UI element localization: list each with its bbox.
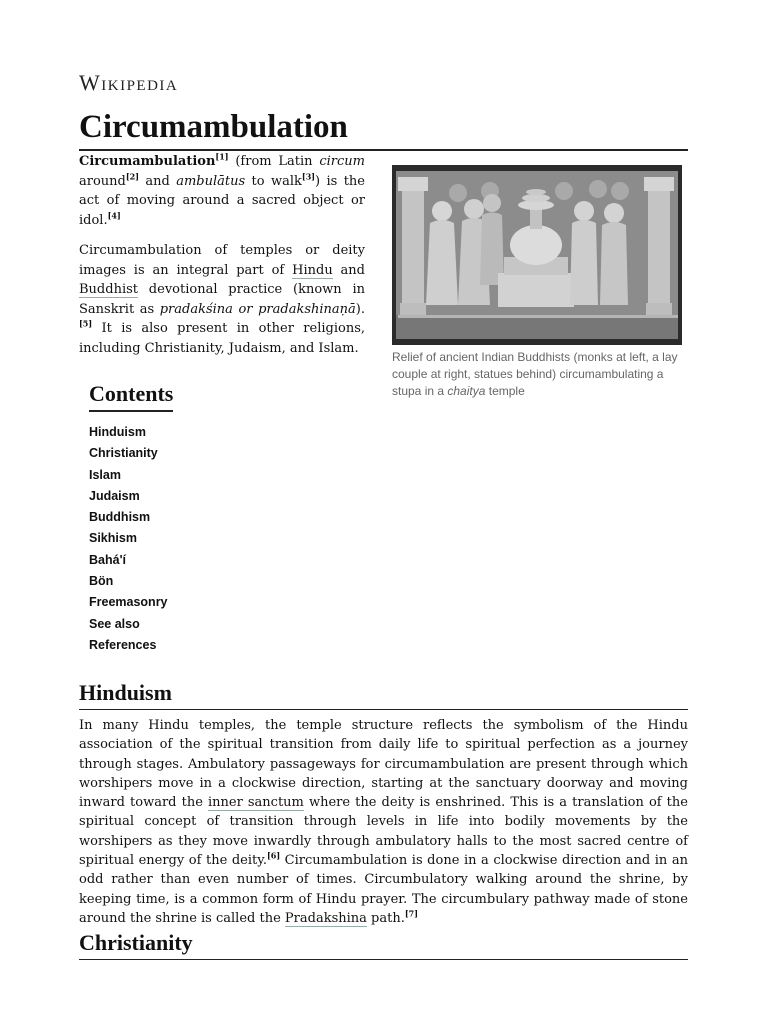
lead-text: It is also present in other religions, including Christianity, Judaism, and Islam.	[79, 321, 365, 356]
lead-term: Circumambulation	[79, 154, 216, 169]
latin-term: circum	[319, 154, 365, 169]
wikipedia-wordmark[interactable]: Wikipedia	[79, 70, 179, 95]
lead-paragraph-1	[79, 152, 365, 230]
lead-text: (from Latin	[228, 154, 320, 169]
figure-caption	[392, 349, 682, 400]
lead-text: devotional practice (known in Sanskrit as	[79, 282, 365, 317]
lead-text: Circumambulation of temples or deity images is an integral part of	[79, 243, 365, 278]
toc-item-bahai[interactable]: Bahá'í	[89, 552, 127, 567]
toc-item-freemasonry[interactable]: Freemasonry	[89, 595, 168, 610]
hinduism-paragraph	[79, 716, 688, 928]
toc-item-islam[interactable]: Islam	[89, 467, 121, 482]
pradakshina-link[interactable]: Pradakshina	[284, 910, 367, 926]
lead-paragraph-2	[79, 241, 365, 358]
lead-section	[79, 152, 365, 369]
section-heading-christianity: Christianity	[79, 929, 688, 960]
body-text: Circumambulation is done in a clockwise direction and in an odd rather than even number of times. Circumbulatory walking around the shrine, by keeping time, is a common form of Hindu prayer. The circumbulary pathway made of stone around the shrine is called the	[79, 853, 688, 926]
lead-text: to walk	[245, 173, 302, 189]
citation-ref[interactable]: [1]	[215, 151, 229, 162]
lead-text: ) is the act of moving around a sacred object or idol.	[79, 173, 365, 228]
citation-ref[interactable]: [7]	[404, 908, 418, 919]
toc-item-references[interactable]: References	[89, 637, 157, 652]
sanskrit-term: pradakśina or pradakshinaṇā	[159, 301, 356, 317]
hindu-link[interactable]: Hindu	[292, 262, 333, 278]
caption-text: Relief of ancient Indian Buddhists (monks at left, a lay couple at right, statues behind) circumambulating a stupa in a	[392, 350, 678, 398]
buddhist-link[interactable]: Buddhist	[79, 282, 138, 297]
toc-item-judaism[interactable]: Judaism	[89, 488, 140, 503]
toc-item-buddhism[interactable]: Buddhism	[89, 510, 151, 525]
relief-figure	[392, 165, 682, 400]
citation-ref[interactable]: [5]	[79, 318, 93, 329]
lead-text: and	[332, 262, 365, 278]
caption-text: temple	[485, 384, 525, 398]
page-title: Circumambulation	[79, 108, 688, 151]
toc-item-bon[interactable]: Bön	[89, 574, 114, 589]
lead-text: ).	[355, 301, 365, 317]
caption-italic: chaitya	[447, 384, 486, 398]
toc-item-sikhism[interactable]: Sikhism	[89, 531, 137, 546]
stupa-relief-image[interactable]	[392, 165, 682, 345]
lead-text: and	[139, 173, 177, 189]
inner-sanctum-link[interactable]: inner sanctum	[207, 795, 304, 811]
lead-text: around	[79, 173, 126, 189]
body-text: where the deity is enshrined. This is a translation of the spiritual concept of transition through levels in life into bodily movements by the worshipers as they move inwardly through ambulatory halls to the most sacred centre of spiritual energy of the deity.	[79, 795, 688, 869]
citation-ref[interactable]: [2]	[125, 171, 139, 182]
table-of-contents	[89, 380, 339, 656]
citation-ref[interactable]: [3]	[301, 171, 316, 182]
toc-item-hinduism[interactable]: Hinduism	[89, 425, 146, 439]
toc-title: Contents	[89, 380, 173, 412]
section-heading-hinduism: Hinduism	[79, 679, 688, 710]
toc-item-christianity[interactable]: Christianity	[89, 446, 158, 461]
toc-item-see-also[interactable]: See also	[89, 616, 140, 631]
toc-list	[89, 422, 339, 656]
citation-ref[interactable]: [6]	[266, 850, 281, 861]
body-text: path.	[366, 910, 405, 926]
latin-term: ambulātus	[176, 173, 246, 189]
citation-ref[interactable]: [4]	[107, 210, 121, 221]
body-text: In many Hindu temples, the temple structure reflects the symbolism of the Hindu association of the spiritual transition from daily life to spiritual perfection as a journey through stages. Ambulatory passageways for circumambulation are present through which worshipers move in a clockwise direction, starting at the sanctuary doorway and moving inward toward the	[79, 718, 688, 811]
